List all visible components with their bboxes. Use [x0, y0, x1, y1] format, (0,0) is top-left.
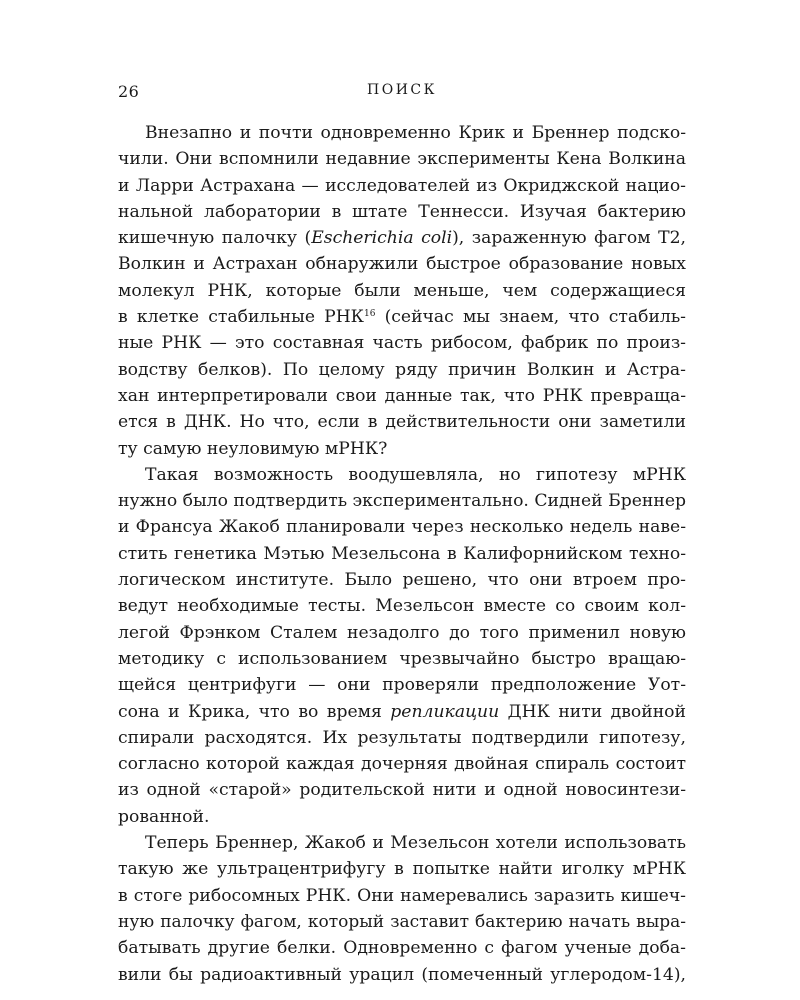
text-line: батывать другие белки. Одновременно с фагом ученые доба-: [118, 938, 686, 959]
running-head: ПОИСК: [367, 82, 437, 98]
text-line: чили. Они вспомнили недавние эксперименты Кена Волкина: [118, 149, 686, 170]
text-segment: ДНК нити двойной: [499, 701, 686, 722]
text-line: спирали расходятся. Их результаты подтвердили гипотезу,: [118, 727, 686, 748]
page-number: 26: [118, 82, 140, 101]
text-segment: ), зараженную фагом Т2,: [452, 228, 686, 249]
text-line: в стоге рибосомных РНК. Они намеревались заразить кишеч-: [118, 885, 686, 906]
text-line: Такая возможность воодушевляла, но гипотезу мРНК: [145, 464, 686, 485]
text-segment: (сейчас мы знаем, что стабиль-: [375, 307, 686, 328]
text-line: согласно которой каждая дочерняя двойная спираль состоит: [118, 754, 686, 775]
text-line: и Ларри Астрахана — исследователей из Окриджской нацио-: [118, 175, 686, 196]
text-line: Волкин и Астрахан обнаружили быстрое образование новых: [118, 254, 686, 275]
text-segment: сона и Крика, что во время: [118, 701, 391, 722]
page-header: [118, 82, 686, 106]
text-line: ется в ДНК. Но что, если в действительности они заметили: [118, 412, 686, 433]
text-line: ную палочку фагом, который заставит бактерию начать выра-: [118, 911, 686, 932]
text-line: Внезапно и почти одновременно Крик и Бреннер подско-: [145, 123, 686, 143]
text-line: и Франсуа Жакоб планировали через несколько недель наве-: [118, 517, 686, 538]
italic-term: Escherichia coli: [311, 228, 453, 249]
text-line: водству белков). По целому ряду причин Волкин и Астра-: [118, 359, 686, 380]
text-line: из одной «старой» родительской нити и одной новосинтези-: [118, 780, 686, 801]
text-line: вили бы радиоактивный урацил (помеченный углеродом-14),: [118, 964, 686, 985]
text-line: такую же ультрацентрифугу в попытке найти иголку мРНК: [118, 859, 686, 880]
text-line: рованной.: [118, 806, 210, 827]
text-line: ту самую неуловимую мРНК?: [118, 438, 388, 459]
body-text: [118, 120, 686, 988]
text-line: [118, 304, 686, 330]
text-line: [118, 225, 686, 251]
text-line: молекул РНК, которые были меньше, чем содержащиеся: [118, 280, 686, 301]
text-line: нужно было подтвердить экспериментально. Сидней Бреннер: [118, 491, 686, 512]
text-line: [118, 699, 686, 725]
text-line: стить генетика Мэтью Мезельсона в Калифорнийском техно-: [118, 543, 686, 564]
text-line: ведут необходимые тесты. Мезельсон вместе со своим кол-: [118, 596, 686, 617]
text-segment: кишечную палочку (: [118, 228, 312, 249]
text-line: Теперь Бреннер, Жакоб и Мезельсон хотели использовать: [145, 833, 686, 854]
text-segment: в клетке стабильные РНК: [118, 307, 364, 328]
text-line: логическом институте. Было решено, что они втроем про-: [118, 570, 686, 591]
text-line: щейся центрифуги — они проверяли предположение Уот-: [118, 675, 686, 696]
text-line: нальной лаборатории в штате Теннесси. Изучая бактерию: [118, 201, 686, 222]
text-line: методику с использованием чрезвычайно быстро вращаю-: [118, 648, 686, 669]
text-line: легой Фрэнком Сталем незадолго до того применил новую: [118, 622, 686, 643]
text-line: хан интерпретировали свои данные так, что РНК превраща-: [118, 385, 686, 406]
text-line: ные РНК — это составная часть рибосом, фабрик по произ-: [118, 333, 686, 354]
italic-term: репликации: [390, 701, 500, 722]
footnote-marker[interactable]: 16: [364, 309, 376, 320]
